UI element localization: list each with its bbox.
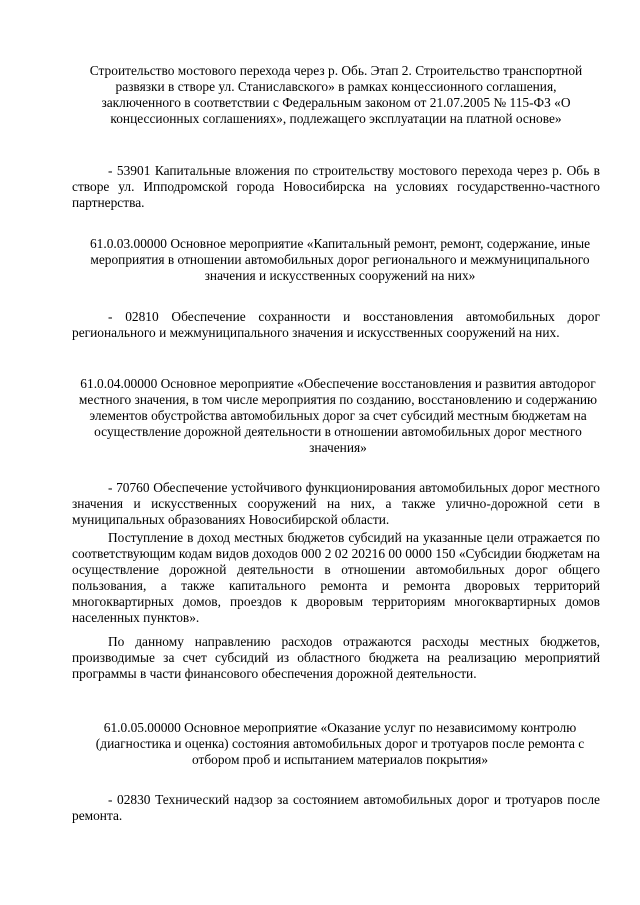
document-heading: Строительство мостового перехода через р. Обь. Этап 2. Строительство транспортной развязки в створе ул. Станиславского» в рамках концессионного соглашения, заключенного в соответствии с Федеральным законом от 21.07.2005 № 115-ФЗ «О концессионных соглашениях», подлежащего эксплуатации на платной основе» xyxy=(89,63,583,126)
paragraph-income: Поступление в доход местных бюджетов субсидий на указанные цели отражается по соответствующим кодам видов доходов 000 2 02 20216 00 0000 150 «Субсидии бюджетам на осуществление дорожной деятельности в отношении автомобильных дорог общего пользования, а также капитального ремонта и ремонта дворовых территорий многоквартирных домов, проездов к дворовым территориям многоквартирных домов населенных пунктов». xyxy=(72,530,600,625)
paragraph-expenses: По данному направлению расходов отражаются расходы местных бюджетов, производимые за счет субсидий из областного бюджета на реализацию мероприятий программы в части финансового обеспечения дорожной деятельности. xyxy=(72,634,600,681)
item-70760: - 70760 Обеспечение устойчивого функционирования автомобильных дорог местного значения и искусственных сооружений на них, а также улично-дорожной сети в муниципальных образованиях Новосибирской области. xyxy=(72,480,600,527)
section-61-0-04: 61.0.04.00000 Основное мероприятие «Обеспечение восстановления и развития автодорог местного значения, в том числе мероприятия по созданию, восстановлению и содержанию элементов обустройства автомобильных дорог за счет субсидий местным бюджетам на осуществление дорожной деятельности в отношении автомобильных дорог местного значения» xyxy=(78,376,598,455)
item-02830: - 02830 Технический надзор за состоянием автомобильных дорог и тротуаров после ремонта. xyxy=(72,792,600,823)
item-53901: - 53901 Капитальные вложения по строительству мостового перехода через р. Обь в створе ул. Ипподромской города Новосибирска на условиях государственно-частного партнерства. xyxy=(72,163,600,210)
section-61-0-05: 61.0.05.00000 Основное мероприятие «Оказание услуг по независимому контролю (диагностика и оценка) состояния автомобильных дорог и тротуаров после ремонта с отбором проб и испытанием материалов покрытия» xyxy=(95,720,585,767)
section-61-0-03: 61.0.03.00000 Основное мероприятие «Капитальный ремонт, ремонт, содержание, иные мероприятия в отношении автомобильных дорог регионального и межмуниципального значения и искусственных сооружений на них» xyxy=(89,236,591,283)
item-02810: - 02810 Обеспечение сохранности и восстановления автомобильных дорог регионального и межмуниципального значения и искусственных сооружений на них. xyxy=(72,309,600,340)
